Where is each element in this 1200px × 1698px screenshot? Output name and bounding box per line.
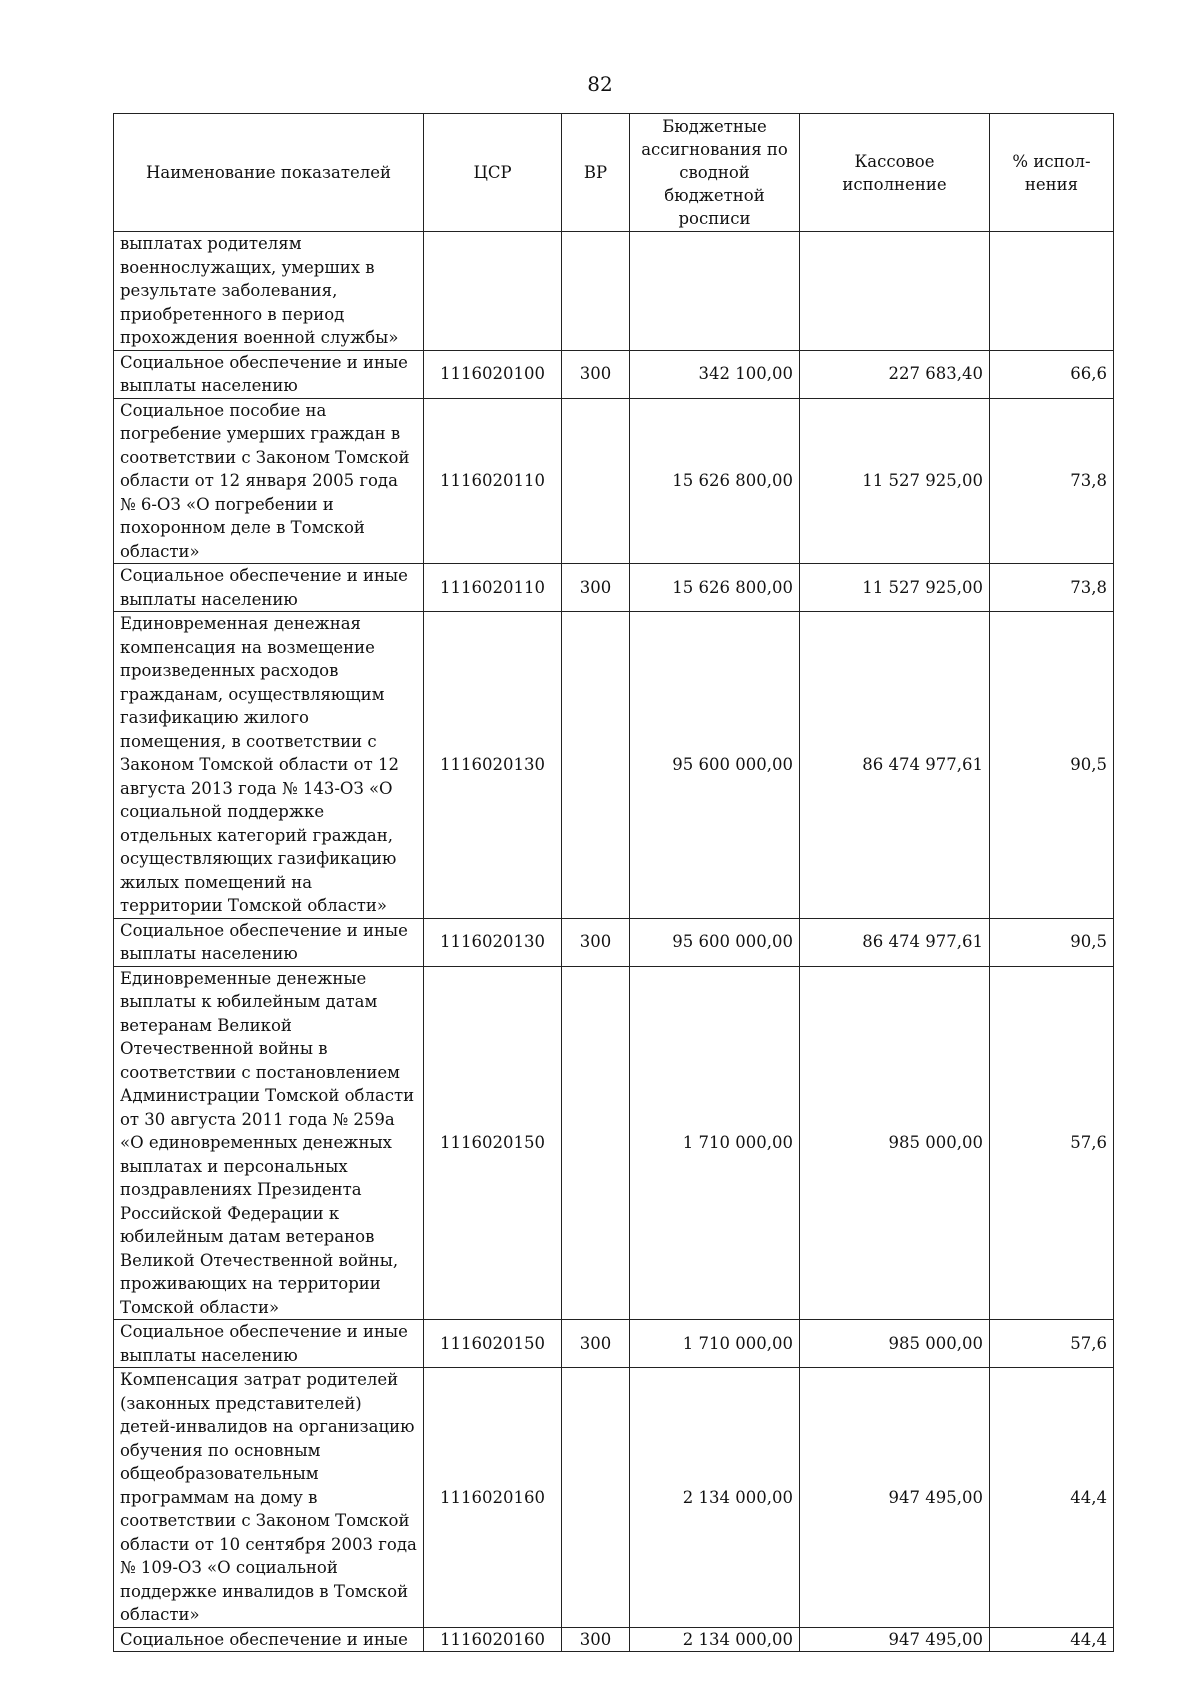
table-row: [114, 966, 1114, 1320]
row-budget: 15 626 800,00: [630, 398, 800, 564]
row-name: Социальное пособие на погребение умерших граждан в соответствии с Законом Томской области от 12 января 2005 года № 6-ОЗ «О погребении и похоронном деле в Томской области»: [114, 398, 424, 564]
row-vr: 300: [562, 564, 630, 612]
row-csr: 1116020110: [424, 398, 562, 564]
row-vr: 300: [562, 1320, 630, 1368]
table-row: [114, 564, 1114, 612]
header-vr: ВР: [562, 114, 630, 232]
table-row: [114, 612, 1114, 919]
row-csr: 1116020150: [424, 966, 562, 1320]
row-name: Социальное обеспечение и иные выплаты населению: [114, 350, 424, 398]
row-vr: [562, 232, 630, 351]
row-percent: 73,8: [990, 398, 1114, 564]
row-csr: 1116020150: [424, 1320, 562, 1368]
row-vr: [562, 966, 630, 1320]
row-percent: [990, 232, 1114, 351]
row-percent: 73,8: [990, 564, 1114, 612]
row-vr: 300: [562, 350, 630, 398]
row-name: Социальное обеспечение и иные выплаты населению: [114, 918, 424, 966]
row-name: Единовременная денежная компенсация на возмещение произведенных расходов гражданам, осуществляющим газификацию жилого помещения, в соответствии с Законом Томской области от 12 августа 2013 года № 143-ОЗ «О социальной поддержке отдельных категорий граждан, осуществляющих газификацию жилых помещений на территории Томской области»: [114, 612, 424, 919]
row-budget: 1 710 000,00: [630, 966, 800, 1320]
row-csr: 1116020100: [424, 350, 562, 398]
row-cash: 11 527 925,00: [800, 398, 990, 564]
row-cash: [800, 232, 990, 351]
page-number: 82: [587, 72, 613, 96]
row-vr: [562, 398, 630, 564]
row-budget: 342 100,00: [630, 350, 800, 398]
row-csr: 1116020130: [424, 612, 562, 919]
row-budget: 95 600 000,00: [630, 918, 800, 966]
row-percent: 90,5: [990, 918, 1114, 966]
header-csr: ЦСР: [424, 114, 562, 232]
row-cash: 11 527 925,00: [800, 564, 990, 612]
row-percent: 57,6: [990, 1320, 1114, 1368]
row-budget: 2 134 000,00: [630, 1627, 800, 1652]
row-cash: 947 495,00: [800, 1368, 990, 1628]
row-name: Социальное обеспечение и иные выплаты населению: [114, 1320, 424, 1368]
row-cash: 985 000,00: [800, 1320, 990, 1368]
row-csr: 1116020160: [424, 1627, 562, 1652]
header-name: Наименование показателей: [114, 114, 424, 232]
row-budget: 2 134 000,00: [630, 1368, 800, 1628]
row-percent: 90,5: [990, 612, 1114, 919]
row-percent: 57,6: [990, 966, 1114, 1320]
budget-execution-table: [113, 113, 1114, 1652]
table-header-row: [114, 114, 1114, 232]
row-budget: 95 600 000,00: [630, 612, 800, 919]
row-csr: 1116020130: [424, 918, 562, 966]
row-budget: [630, 232, 800, 351]
row-name: Социальное обеспечение и иные: [114, 1627, 424, 1652]
table-row: [114, 1320, 1114, 1368]
table-row: [114, 1627, 1114, 1652]
row-percent: 44,4: [990, 1368, 1114, 1628]
row-cash: 947 495,00: [800, 1627, 990, 1652]
row-csr: 1116020110: [424, 564, 562, 612]
row-name: Компенсация затрат родителей (законных представителей) детей-инвалидов на организацию обучения по основным общеобразовательным программам на дому в соответствии с Законом Томской области от 10 сентября 2003 года № 109-ОЗ «О социальной поддержке инвалидов в Томской области»: [114, 1368, 424, 1628]
row-vr: [562, 1368, 630, 1628]
row-name: Единовременные денежные выплаты к юбилейным датам ветеранам Великой Отечественной войны в соответствии с постановлением Администрации Томской области от 30 августа 2011 года № 259а «О единовременных денежных выплатах и персональных поздравлениях Президента Российской Федерации к юбилейным датам ветеранов Великой Отечественной войны, проживающих на территории Томской области»: [114, 966, 424, 1320]
row-budget: 1 710 000,00: [630, 1320, 800, 1368]
table-row: [114, 1368, 1114, 1628]
row-cash: 227 683,40: [800, 350, 990, 398]
row-cash: 86 474 977,61: [800, 918, 990, 966]
header-percent: % испол-нения: [990, 114, 1114, 232]
row-cash: 985 000,00: [800, 966, 990, 1320]
row-name: выплатах родителям военнослужащих, умерших в результате заболевания, приобретенного в период прохождения военной службы»: [114, 232, 424, 351]
row-name: Социальное обеспечение и иные выплаты населению: [114, 564, 424, 612]
table-row: [114, 918, 1114, 966]
header-cash: Кассовое исполнение: [800, 114, 990, 232]
row-percent: 44,4: [990, 1627, 1114, 1652]
row-percent: 66,6: [990, 350, 1114, 398]
table-row: [114, 232, 1114, 351]
row-vr: [562, 612, 630, 919]
row-vr: 300: [562, 1627, 630, 1652]
row-vr: 300: [562, 918, 630, 966]
table-row: [114, 398, 1114, 564]
header-budget: Бюджетные ассигнования по сводной бюджетной росписи: [630, 114, 800, 232]
row-budget: 15 626 800,00: [630, 564, 800, 612]
table-row: [114, 350, 1114, 398]
row-csr: [424, 232, 562, 351]
row-cash: 86 474 977,61: [800, 612, 990, 919]
row-csr: 1116020160: [424, 1368, 562, 1628]
